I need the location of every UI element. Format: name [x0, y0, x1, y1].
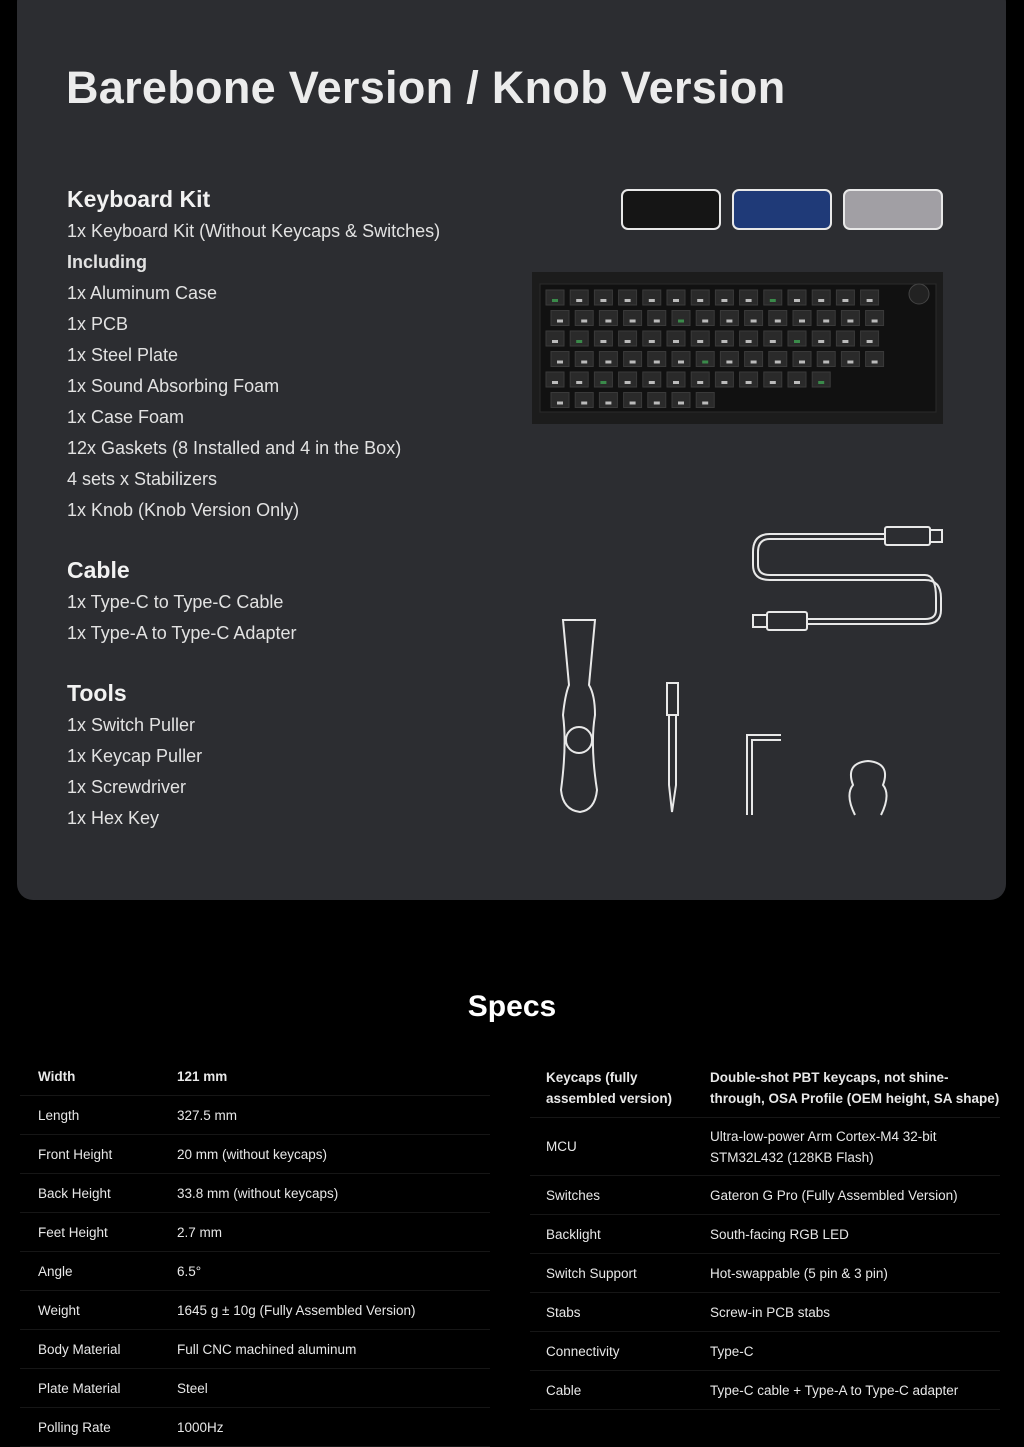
- key-led: [794, 299, 800, 302]
- key-led: [721, 299, 727, 302]
- key-socket: [643, 372, 661, 387]
- key-socket: [769, 311, 787, 326]
- spec-row: [20, 1058, 490, 1096]
- key-socket: [817, 352, 835, 367]
- key-led: [726, 361, 732, 364]
- key-led: [818, 381, 824, 384]
- key-socket: [619, 331, 637, 346]
- key-socket: [575, 311, 593, 326]
- keyboard-image: [532, 272, 943, 424]
- key-socket: [764, 372, 782, 387]
- key-socket: [793, 311, 811, 326]
- key-led: [605, 402, 611, 405]
- key-socket: [764, 331, 782, 346]
- key-led: [775, 320, 781, 323]
- specs-table-right: [530, 1058, 1000, 1410]
- key-socket: [619, 372, 637, 387]
- spec-label: Stabs: [546, 1304, 581, 1320]
- key-socket: [812, 372, 830, 387]
- spec-value: 1000Hz: [177, 1419, 224, 1435]
- specs-title: Specs: [467, 990, 557, 1023]
- switch-puller-icon: [561, 620, 597, 812]
- spec-value: Gateron G Pro (Fully Assembled Version): [710, 1187, 958, 1203]
- key-led: [581, 402, 587, 405]
- key-led: [794, 340, 800, 343]
- key-led: [770, 340, 776, 343]
- key-socket: [836, 290, 854, 305]
- key-led: [823, 320, 829, 323]
- key-socket: [691, 290, 709, 305]
- key-led: [576, 381, 582, 384]
- spec-label: MCU: [546, 1139, 577, 1154]
- key-led: [600, 299, 606, 302]
- key-socket: [866, 352, 884, 367]
- spec-row: [530, 1371, 1000, 1410]
- key-socket: [672, 393, 690, 408]
- spec-label: Keycaps (fully assembled version): [546, 1069, 673, 1106]
- key-led: [630, 361, 636, 364]
- key-socket: [551, 311, 569, 326]
- spec-label: Width: [38, 1069, 76, 1084]
- key-led: [581, 361, 587, 364]
- key-socket: [643, 331, 661, 346]
- key-socket: [861, 290, 879, 305]
- key-socket: [812, 290, 830, 305]
- spec-row: [20, 1252, 490, 1291]
- key-socket: [551, 393, 569, 408]
- spec-label: Backlight: [546, 1226, 601, 1242]
- key-socket: [764, 290, 782, 305]
- key-led: [654, 320, 660, 323]
- key-socket: [696, 352, 714, 367]
- color-swatch-black[interactable]: [621, 189, 721, 230]
- key-led: [842, 299, 848, 302]
- spec-value: South-facing RGB LED: [710, 1226, 849, 1242]
- spec-value: Hot-swappable (5 pin & 3 pin): [710, 1265, 888, 1281]
- key-led: [697, 340, 703, 343]
- key-led: [625, 381, 631, 384]
- key-socket: [720, 311, 738, 326]
- key-led: [847, 320, 853, 323]
- key-socket: [667, 331, 685, 346]
- list-item: 1x PCB: [67, 314, 129, 334]
- spec-label: Angle: [38, 1263, 73, 1279]
- key-led: [630, 320, 636, 323]
- key-socket: [570, 290, 588, 305]
- key-led: [605, 361, 611, 364]
- spec-label: Front Height: [38, 1146, 113, 1162]
- section-heading: Keyboard Kit: [67, 186, 211, 212]
- key-socket: [696, 393, 714, 408]
- spec-row: [530, 1215, 1000, 1254]
- spec-value: 327.5 mm: [177, 1107, 238, 1123]
- spec-value: Screw-in PCB stabs: [710, 1304, 831, 1320]
- key-led: [697, 299, 703, 302]
- keycap-puller-icon: [849, 761, 886, 815]
- key-led: [746, 381, 752, 384]
- key-socket: [594, 331, 612, 346]
- key-led: [600, 381, 606, 384]
- spec-label: Feet Height: [38, 1224, 108, 1240]
- key-socket: [745, 352, 763, 367]
- key-led: [867, 299, 873, 302]
- key-led: [552, 299, 558, 302]
- key-socket: [769, 352, 787, 367]
- spec-row: [20, 1291, 490, 1330]
- key-socket: [720, 352, 738, 367]
- cable-section: [67, 554, 296, 649]
- color-swatch-navy[interactable]: [732, 189, 832, 230]
- key-led: [581, 320, 587, 323]
- list-item: 1x Keyboard Kit (Without Keycaps & Switches): [67, 221, 441, 241]
- key-socket: [740, 331, 758, 346]
- key-led: [702, 320, 708, 323]
- key-led: [818, 340, 824, 343]
- spec-row: [20, 1369, 490, 1408]
- page-title: Barebone Version / Knob Version: [66, 62, 786, 113]
- key-socket: [575, 393, 593, 408]
- spec-row: [20, 1096, 490, 1135]
- key-socket: [648, 352, 666, 367]
- key-led: [818, 299, 824, 302]
- key-socket: [648, 311, 666, 326]
- key-led: [673, 299, 679, 302]
- spec-row: [530, 1058, 1000, 1118]
- key-socket: [643, 290, 661, 305]
- spec-label: Weight: [38, 1302, 80, 1318]
- key-socket: [672, 311, 690, 326]
- list-item: 1x Switch Puller: [67, 715, 196, 735]
- key-socket: [715, 290, 733, 305]
- key-led: [770, 299, 776, 302]
- key-socket: [672, 352, 690, 367]
- list-item: 1x Aluminum Case: [67, 283, 218, 303]
- spec-row: [530, 1332, 1000, 1371]
- list-item: 1x Type-A to Type-C Adapter: [67, 623, 297, 643]
- spec-label: Switch Support: [546, 1265, 637, 1281]
- spec-value: 6.5°: [177, 1263, 202, 1279]
- spec-row: [20, 1135, 490, 1174]
- list-item: 1x Case Foam: [67, 407, 185, 427]
- key-led: [678, 402, 684, 405]
- list-item: Including: [67, 252, 147, 272]
- tools-illustration: [545, 615, 905, 820]
- key-led: [630, 402, 636, 405]
- key-socket: [594, 372, 612, 387]
- spec-label: Body Material: [38, 1341, 121, 1357]
- key-socket: [793, 352, 811, 367]
- key-socket: [740, 372, 758, 387]
- list-item: 1x Hex Key: [67, 808, 160, 828]
- list-item: 1x Sound Absorbing Foam: [67, 376, 280, 396]
- spec-value: 2.7 mm: [177, 1224, 223, 1240]
- spec-value: 20 mm (without keycaps): [177, 1146, 328, 1162]
- key-led: [847, 361, 853, 364]
- key-socket: [696, 311, 714, 326]
- key-led: [751, 320, 757, 323]
- list-item: 1x Steel Plate: [67, 345, 179, 365]
- key-led: [625, 299, 631, 302]
- key-led: [557, 361, 563, 364]
- key-led: [842, 340, 848, 343]
- list-item: 1x Keycap Puller: [67, 746, 203, 766]
- key-socket: [546, 331, 564, 346]
- key-socket: [570, 372, 588, 387]
- key-socket: [841, 352, 859, 367]
- list-item: 1x Screwdriver: [67, 777, 187, 797]
- key-led: [557, 402, 563, 405]
- spec-row: [530, 1254, 1000, 1293]
- key-led: [678, 320, 684, 323]
- key-socket: [575, 352, 593, 367]
- key-led: [721, 340, 727, 343]
- key-led: [552, 340, 558, 343]
- key-socket: [599, 393, 617, 408]
- key-socket: [866, 311, 884, 326]
- key-led: [872, 361, 878, 364]
- key-led: [726, 320, 732, 323]
- key-socket: [788, 331, 806, 346]
- key-socket: [570, 331, 588, 346]
- key-socket: [667, 372, 685, 387]
- tools-section: [67, 677, 202, 834]
- key-led: [746, 299, 752, 302]
- key-socket: [619, 290, 637, 305]
- key-led: [751, 361, 757, 364]
- spec-label: Length: [38, 1107, 80, 1123]
- key-led: [673, 340, 679, 343]
- key-socket: [594, 290, 612, 305]
- keyboard-kit-section: [67, 183, 440, 526]
- key-socket: [740, 290, 758, 305]
- key-socket: [812, 331, 830, 346]
- key-socket: [841, 311, 859, 326]
- key-led: [605, 320, 611, 323]
- key-led: [702, 361, 708, 364]
- key-socket: [715, 331, 733, 346]
- spec-row: [530, 1118, 1000, 1176]
- key-led: [673, 381, 679, 384]
- spec-row: [20, 1408, 490, 1447]
- key-led: [649, 340, 655, 343]
- key-socket: [599, 311, 617, 326]
- spec-value: Steel: [177, 1380, 208, 1396]
- list-item: 12x Gaskets (8 Installed and 4 in the Box): [67, 438, 402, 458]
- spec-row: [20, 1174, 490, 1213]
- spec-value: Ultra-low-power Arm Cortex-M4 32-bit STM32L432 (128KB Flash): [710, 1128, 937, 1165]
- key-led: [654, 361, 660, 364]
- key-socket: [691, 331, 709, 346]
- key-led: [721, 381, 727, 384]
- key-socket: [745, 311, 763, 326]
- key-socket: [788, 372, 806, 387]
- spec-value: Full CNC machined aluminum: [177, 1341, 357, 1357]
- spec-label: Cable: [546, 1382, 582, 1398]
- key-socket: [788, 290, 806, 305]
- spec-label: Plate Material: [38, 1380, 121, 1396]
- color-swatch-gray[interactable]: [843, 189, 943, 230]
- spec-value: 121 mm: [177, 1069, 228, 1084]
- key-socket: [691, 372, 709, 387]
- key-led: [625, 340, 631, 343]
- key-led: [697, 381, 703, 384]
- spec-label: Switches: [546, 1187, 601, 1203]
- key-led: [702, 402, 708, 405]
- spec-value: 33.8 mm (without keycaps): [177, 1185, 339, 1201]
- key-led: [823, 361, 829, 364]
- key-led: [576, 340, 582, 343]
- key-socket: [546, 372, 564, 387]
- key-socket: [624, 352, 642, 367]
- key-led: [600, 340, 606, 343]
- key-led: [746, 340, 752, 343]
- key-socket: [715, 372, 733, 387]
- key-socket: [836, 331, 854, 346]
- spec-row: [20, 1330, 490, 1369]
- key-socket: [667, 290, 685, 305]
- key-led: [799, 361, 805, 364]
- key-led: [552, 381, 558, 384]
- list-item: 1x Knob (Knob Version Only): [67, 500, 300, 520]
- spec-value: 1645 g ± 10g (Fully Assembled Version): [177, 1302, 416, 1318]
- specs-table-left: [20, 1058, 490, 1447]
- spec-row: [530, 1293, 1000, 1332]
- key-led: [872, 320, 878, 323]
- spec-row: [530, 1176, 1000, 1215]
- key-socket: [624, 311, 642, 326]
- spec-label: Back Height: [38, 1185, 111, 1201]
- key-socket: [817, 311, 835, 326]
- key-led: [867, 340, 873, 343]
- key-led: [678, 361, 684, 364]
- key-led: [794, 381, 800, 384]
- key-led: [654, 402, 660, 405]
- spec-value: Type-C cable + Type-A to Type-C adapter: [710, 1382, 959, 1398]
- list-item: 4 sets x Stabilizers: [67, 469, 218, 489]
- section-heading: Cable: [67, 557, 130, 583]
- key-socket: [599, 352, 617, 367]
- key-socket: [546, 290, 564, 305]
- spec-value: Type-C: [710, 1343, 754, 1359]
- key-socket: [551, 352, 569, 367]
- hex-key-icon: [747, 735, 781, 815]
- spec-value: Double-shot PBT keycaps, not shine-through, OSA Profile (OEM height, SA shape): [710, 1069, 1000, 1106]
- key-led: [557, 320, 563, 323]
- list-item: 1x Type-C to Type-C Cable: [67, 592, 284, 612]
- spec-label: Polling Rate: [38, 1419, 111, 1435]
- screwdriver-icon: [667, 683, 678, 812]
- key-socket: [624, 393, 642, 408]
- spec-row: [20, 1213, 490, 1252]
- key-led: [775, 361, 781, 364]
- key-led: [649, 299, 655, 302]
- section-heading: Tools: [67, 680, 127, 706]
- key-socket: [648, 393, 666, 408]
- key-led: [576, 299, 582, 302]
- key-led: [770, 381, 776, 384]
- key-led: [649, 381, 655, 384]
- key-led: [799, 320, 805, 323]
- spec-label: Connectivity: [546, 1343, 620, 1359]
- key-socket: [861, 331, 879, 346]
- knob-icon: [909, 284, 929, 304]
